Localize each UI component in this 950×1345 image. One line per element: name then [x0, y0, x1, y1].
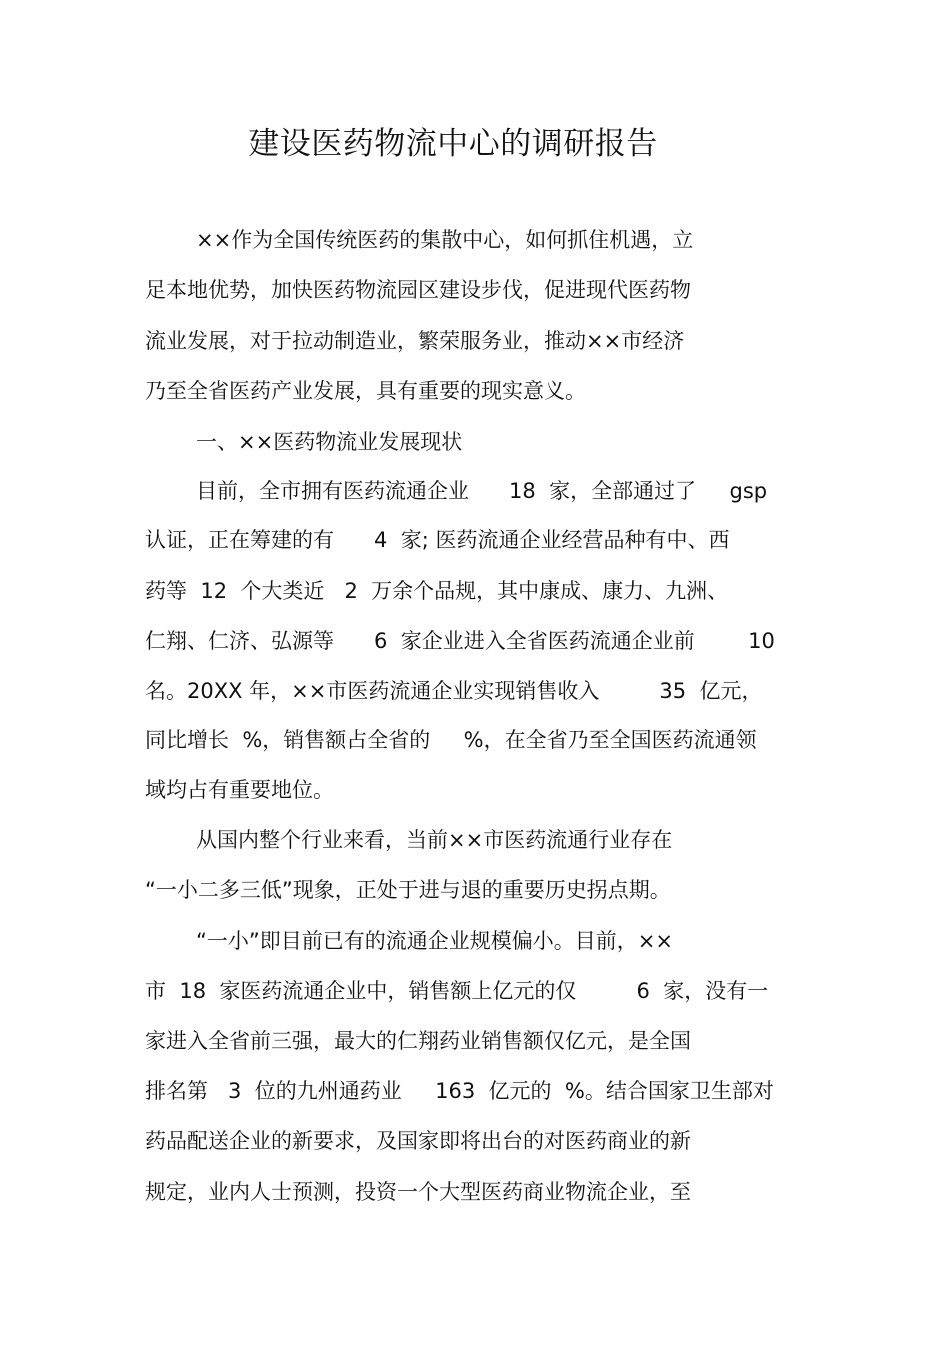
paragraph-line: 仁翔、仁济、弘源等 6 家企业进入全省医药流通企业前 10: [145, 629, 775, 653]
section-heading: 一、××医药物流业发展现状: [196, 430, 463, 454]
paragraph-line: “一小二多三低”现象，正处于进与退的重要历史拐点期。: [145, 878, 671, 902]
paragraph-line: 乃至全省医药产业发展，具有重要的现实意义。: [145, 379, 586, 403]
paragraph-line: 药品配送企业的新要求，及国家即将出台的对医药商业的新: [145, 1129, 691, 1153]
paragraph-line: 足本地优势，加快医药物流园区建设步伐，促进现代医药物: [145, 278, 691, 302]
paragraph-line: 从国内整个行业来看，当前××市医药流通行业存在: [196, 828, 673, 852]
paragraph-line: “一小”即目前已有的流通企业规模偏小。目前，××: [196, 929, 673, 953]
paragraph-line: 市 18 家医药流通企业中，销售额上亿元的仅 6 家，没有一: [145, 979, 769, 1003]
paragraph-line: 域均占有重要地位。: [145, 778, 334, 802]
paragraph-line: 家进入全省前三强，最大的仁翔药业销售额仅亿元，是全国: [145, 1029, 691, 1053]
paragraph-line: 认证，正在筹建的有 4 家; 医药流通企业经营品种有中、西: [145, 528, 730, 552]
paragraph-line: 名。20XX 年，××市医药流通企业实现销售收入 35 亿元，: [145, 679, 763, 703]
paragraph-line: 同比增长 %，销售额占全省的 %，在全省乃至全国医药流通领: [145, 728, 757, 752]
paragraph-line: 规定，业内人士预测，投资一个大型医药商业物流企业，至: [145, 1180, 691, 1204]
paragraph-line: 流业发展，对于拉动制造业，繁荣服务业，推动××市经济: [145, 329, 685, 353]
paragraph-line: 目前，全市拥有医药流通企业 18 家，全部通过了 gsp: [196, 479, 768, 503]
paragraph-line: ××作为全国传统医药的集散中心，如何抓住机遇，立: [196, 228, 694, 252]
paragraph-line: 排名第 3 位的九州通药业 163 亿元的 %。结合国家卫生部对: [145, 1079, 774, 1103]
document-title: 建设医药物流中心的调研报告: [248, 126, 658, 162]
paragraph-line: 药等 12 个大类近 2 万余个品规，其中康成、康力、九洲、: [145, 579, 729, 603]
